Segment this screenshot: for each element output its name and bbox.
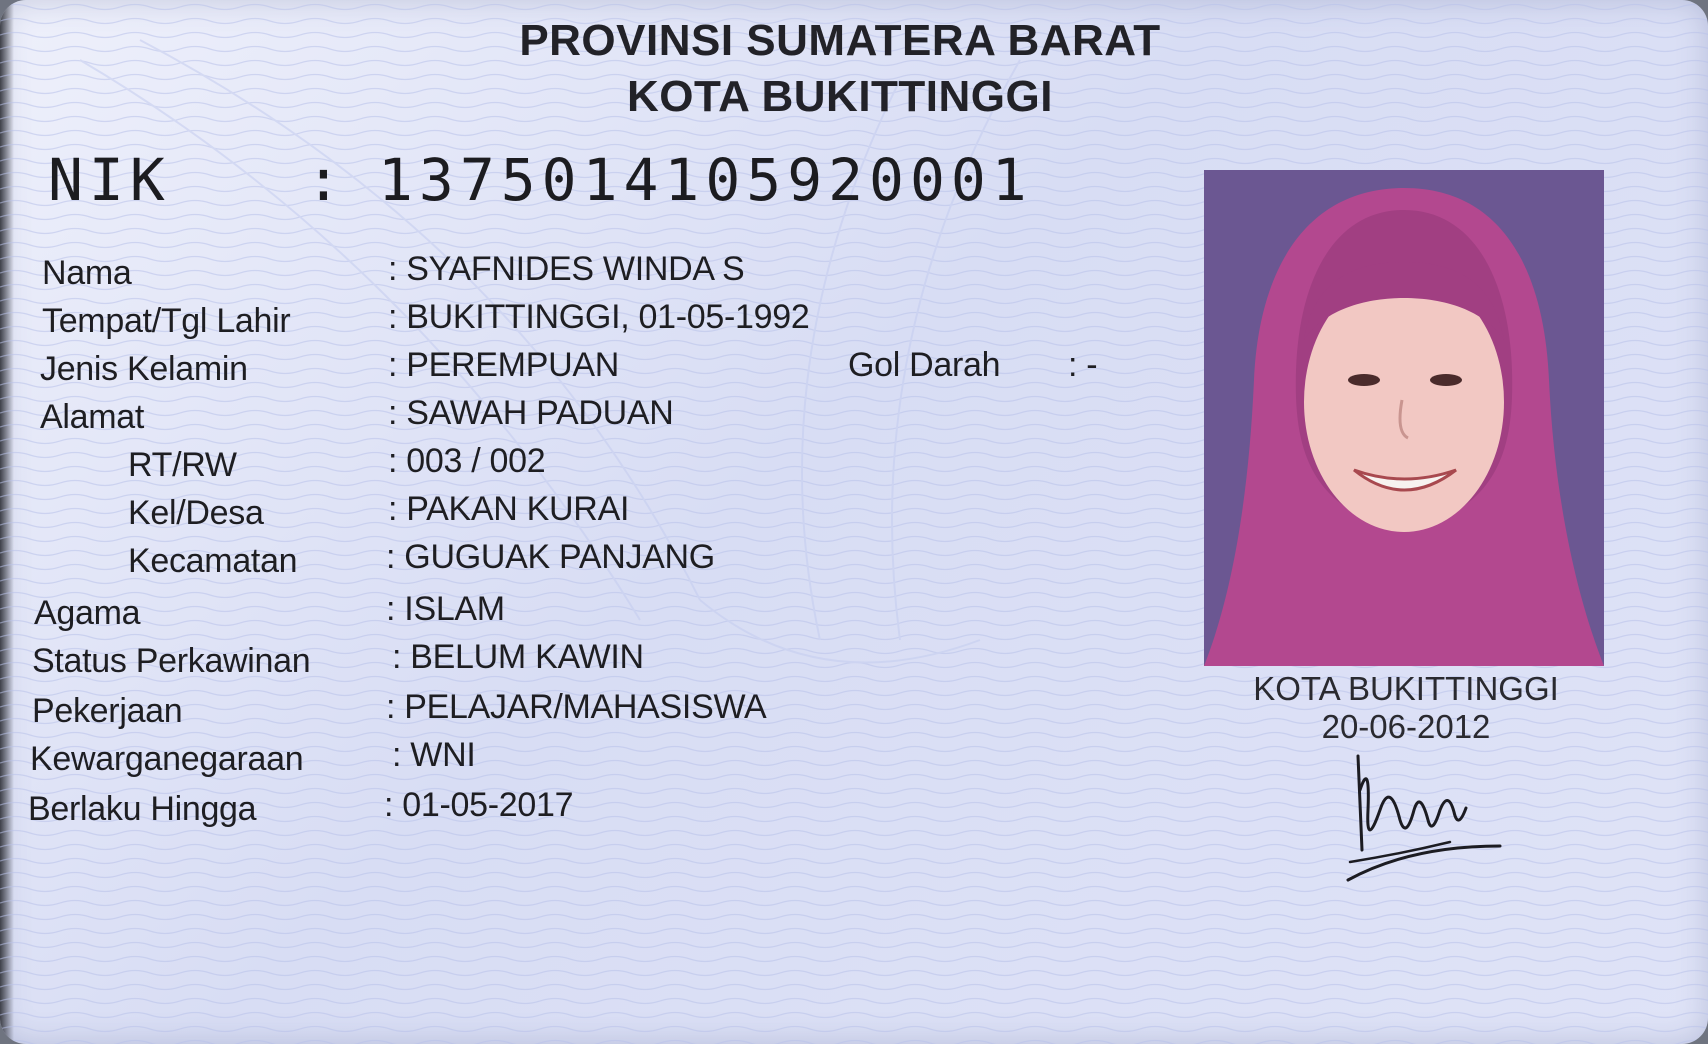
nik-separator: : bbox=[306, 146, 347, 214]
label-status: Status Perkawinan bbox=[32, 642, 311, 680]
value-kecamatan: : GUGUAK PANJANG bbox=[386, 538, 715, 576]
label-agama: Agama bbox=[34, 594, 141, 632]
value-alamat: : SAWAH PADUAN bbox=[388, 394, 674, 432]
value-rt-rw: : 003 / 002 bbox=[388, 442, 546, 480]
value-agama: : ISLAM bbox=[386, 590, 505, 628]
label-gol-darah: Gol Darah bbox=[848, 346, 1001, 384]
label-kewarganegaraan: Kewarganegaraan bbox=[30, 740, 304, 778]
value-ttl: : BUKITTINGGI, 01-05-1992 bbox=[388, 298, 810, 336]
label-kecamatan: Kecamatan bbox=[128, 542, 298, 580]
label-berlaku: Berlaku Hingga bbox=[28, 790, 257, 828]
label-kel-desa: Kel/Desa bbox=[128, 494, 264, 532]
header-city: KOTA BUKITTINGGI bbox=[627, 72, 1053, 121]
value-gol-darah: : - bbox=[1068, 346, 1098, 384]
label-pekerjaan: Pekerjaan bbox=[32, 692, 183, 730]
label-rt-rw: RT/RW bbox=[128, 446, 237, 484]
value-status: : BELUM KAWIN bbox=[392, 638, 644, 676]
value-kewarganegaraan: : WNI bbox=[392, 736, 476, 774]
signature bbox=[1340, 750, 1520, 900]
value-jenis-kelamin: : PEREMPUAN bbox=[388, 346, 619, 384]
issue-date: 20-06-2012 bbox=[1321, 708, 1491, 745]
nik-value: 1375014105920001 bbox=[378, 146, 1033, 214]
label-alamat: Alamat bbox=[40, 398, 145, 436]
issue-place: KOTA BUKITTINGGI bbox=[1253, 670, 1559, 707]
value-kel-desa: : PAKAN KURAI bbox=[388, 490, 630, 528]
value-nama: : SYAFNIDES WINDA S bbox=[388, 250, 745, 288]
header-province: PROVINSI SUMATERA BARAT bbox=[519, 16, 1161, 65]
value-pekerjaan: : PELAJAR/MAHASISWA bbox=[386, 688, 767, 726]
label-ttl: Tempat/Tgl Lahir bbox=[42, 302, 291, 340]
portrait-illustration bbox=[1204, 170, 1604, 666]
label-nama: Nama bbox=[42, 254, 132, 292]
value-berlaku: : 01-05-2017 bbox=[384, 786, 574, 824]
nik-label: NIK bbox=[48, 146, 171, 214]
label-jenis-kelamin: Jenis Kelamin bbox=[40, 350, 248, 388]
holder-photo bbox=[1204, 170, 1604, 666]
